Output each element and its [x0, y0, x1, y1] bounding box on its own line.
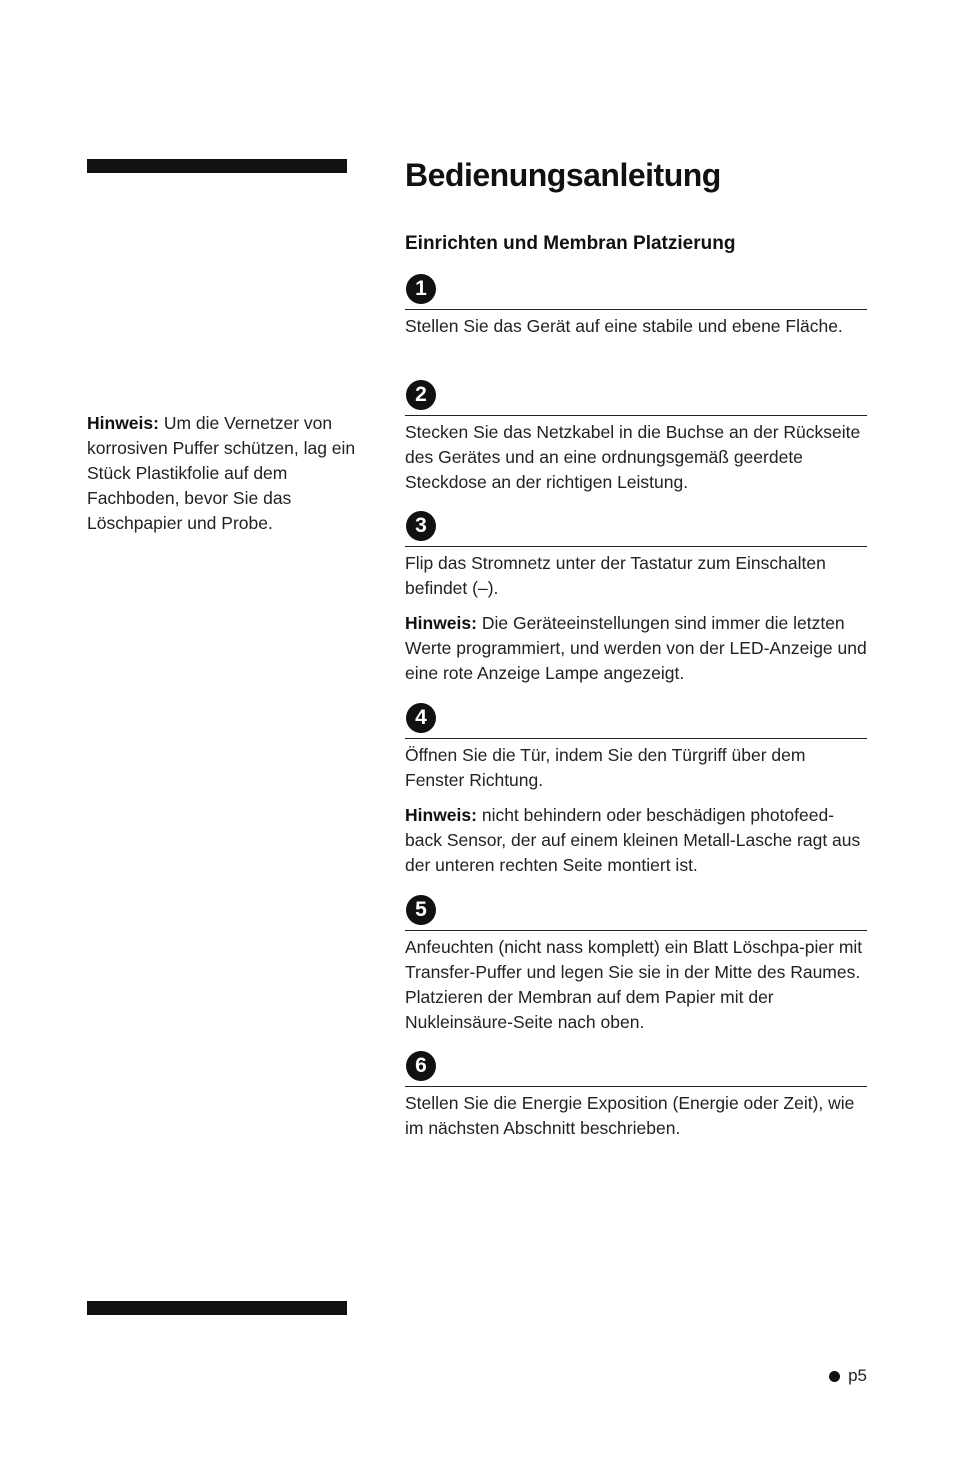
step-number-3-icon: 3 [406, 511, 436, 541]
step-number-2-icon: 2 [406, 380, 436, 410]
step-3-note-text: Die Geräteeinstellungen sind immer die letzten Werte programmiert, und werden von der LED-Anzeige und eine rote Anzeige Lampe angezeigt. [405, 613, 867, 683]
step-6-text: Stellen Sie die Energie Exposition (Energie oder Zeit), wie im nächsten Abschnitt beschrieben. [405, 1093, 855, 1138]
step-2-header [405, 379, 867, 416]
step-4-note-text: nicht behindern oder beschädigen photofeed-back Sensor, der auf einem kleinen Metall-Lasche ragt aus der unteren rechten Seite montiert ist. [405, 805, 861, 875]
step-1 [405, 273, 867, 339]
step-4 [405, 702, 867, 878]
step-number-5-icon: 5 [406, 895, 436, 925]
step-3-note-label: Hinweis: [405, 613, 477, 633]
step-4-note-label: Hinweis: [405, 805, 477, 825]
step-1-text: Stellen Sie das Gerät auf eine stabile und ebene Fläche. [405, 316, 843, 336]
step-6 [405, 1050, 867, 1141]
bottom-left-bar [87, 1301, 347, 1315]
step-3-header [405, 510, 867, 547]
section-subtitle: Einrichten und Membran Platzierung [405, 233, 736, 254]
main-content [405, 150, 867, 1138]
step-number-4-icon: 4 [406, 703, 436, 733]
step-4-header [405, 702, 867, 739]
step-3-note [405, 611, 867, 686]
sidebar-note-text: Um die Vernetzer von korrosiven Puffer schützen, lag ein Stück Plastikfolie auf dem Fachboden, bevor Sie das Löschpapier und Probe. [87, 413, 356, 533]
step-3-text: Flip das Stromnetz unter der Tastatur zum Einschalten befindet (–). [405, 553, 826, 598]
step-5-text: Anfeuchten (nicht nass komplett) ein Blatt Löschpa-pier mit Transfer-Puffer und legen Sie sie in der Mitte des Raumes. Platzieren der Membran auf dem Papier mit der Nukleinsäure-Seite nach oben. [405, 937, 863, 1032]
step-number-1-icon: 1 [406, 274, 436, 304]
page-title: Bedienungsanleitung [405, 157, 721, 193]
bullet-dot-icon [829, 1371, 840, 1382]
step-4-note [405, 803, 867, 878]
step-1-header [405, 273, 867, 310]
step-number-6-icon: 6 [406, 1051, 436, 1081]
page-footer [829, 1366, 867, 1386]
step-3 [405, 510, 867, 686]
step-5-header [405, 894, 867, 931]
step-6-header [405, 1050, 867, 1087]
page-number: p5 [848, 1366, 867, 1385]
step-2 [405, 379, 867, 495]
step-4-text: Öffnen Sie die Tür, indem Sie den Türgriff über dem Fenster Richtung. [405, 745, 806, 790]
sidebar-note-label: Hinweis: [87, 413, 159, 433]
top-left-bar [87, 159, 347, 173]
sidebar-note [87, 411, 357, 536]
step-2-text: Stecken Sie das Netzkabel in die Buchse an der Rückseite des Gerätes und an eine ordnungsgemäß geerdete Steckdose an der richtigen Leistung. [405, 422, 861, 492]
step-5 [405, 894, 867, 1035]
